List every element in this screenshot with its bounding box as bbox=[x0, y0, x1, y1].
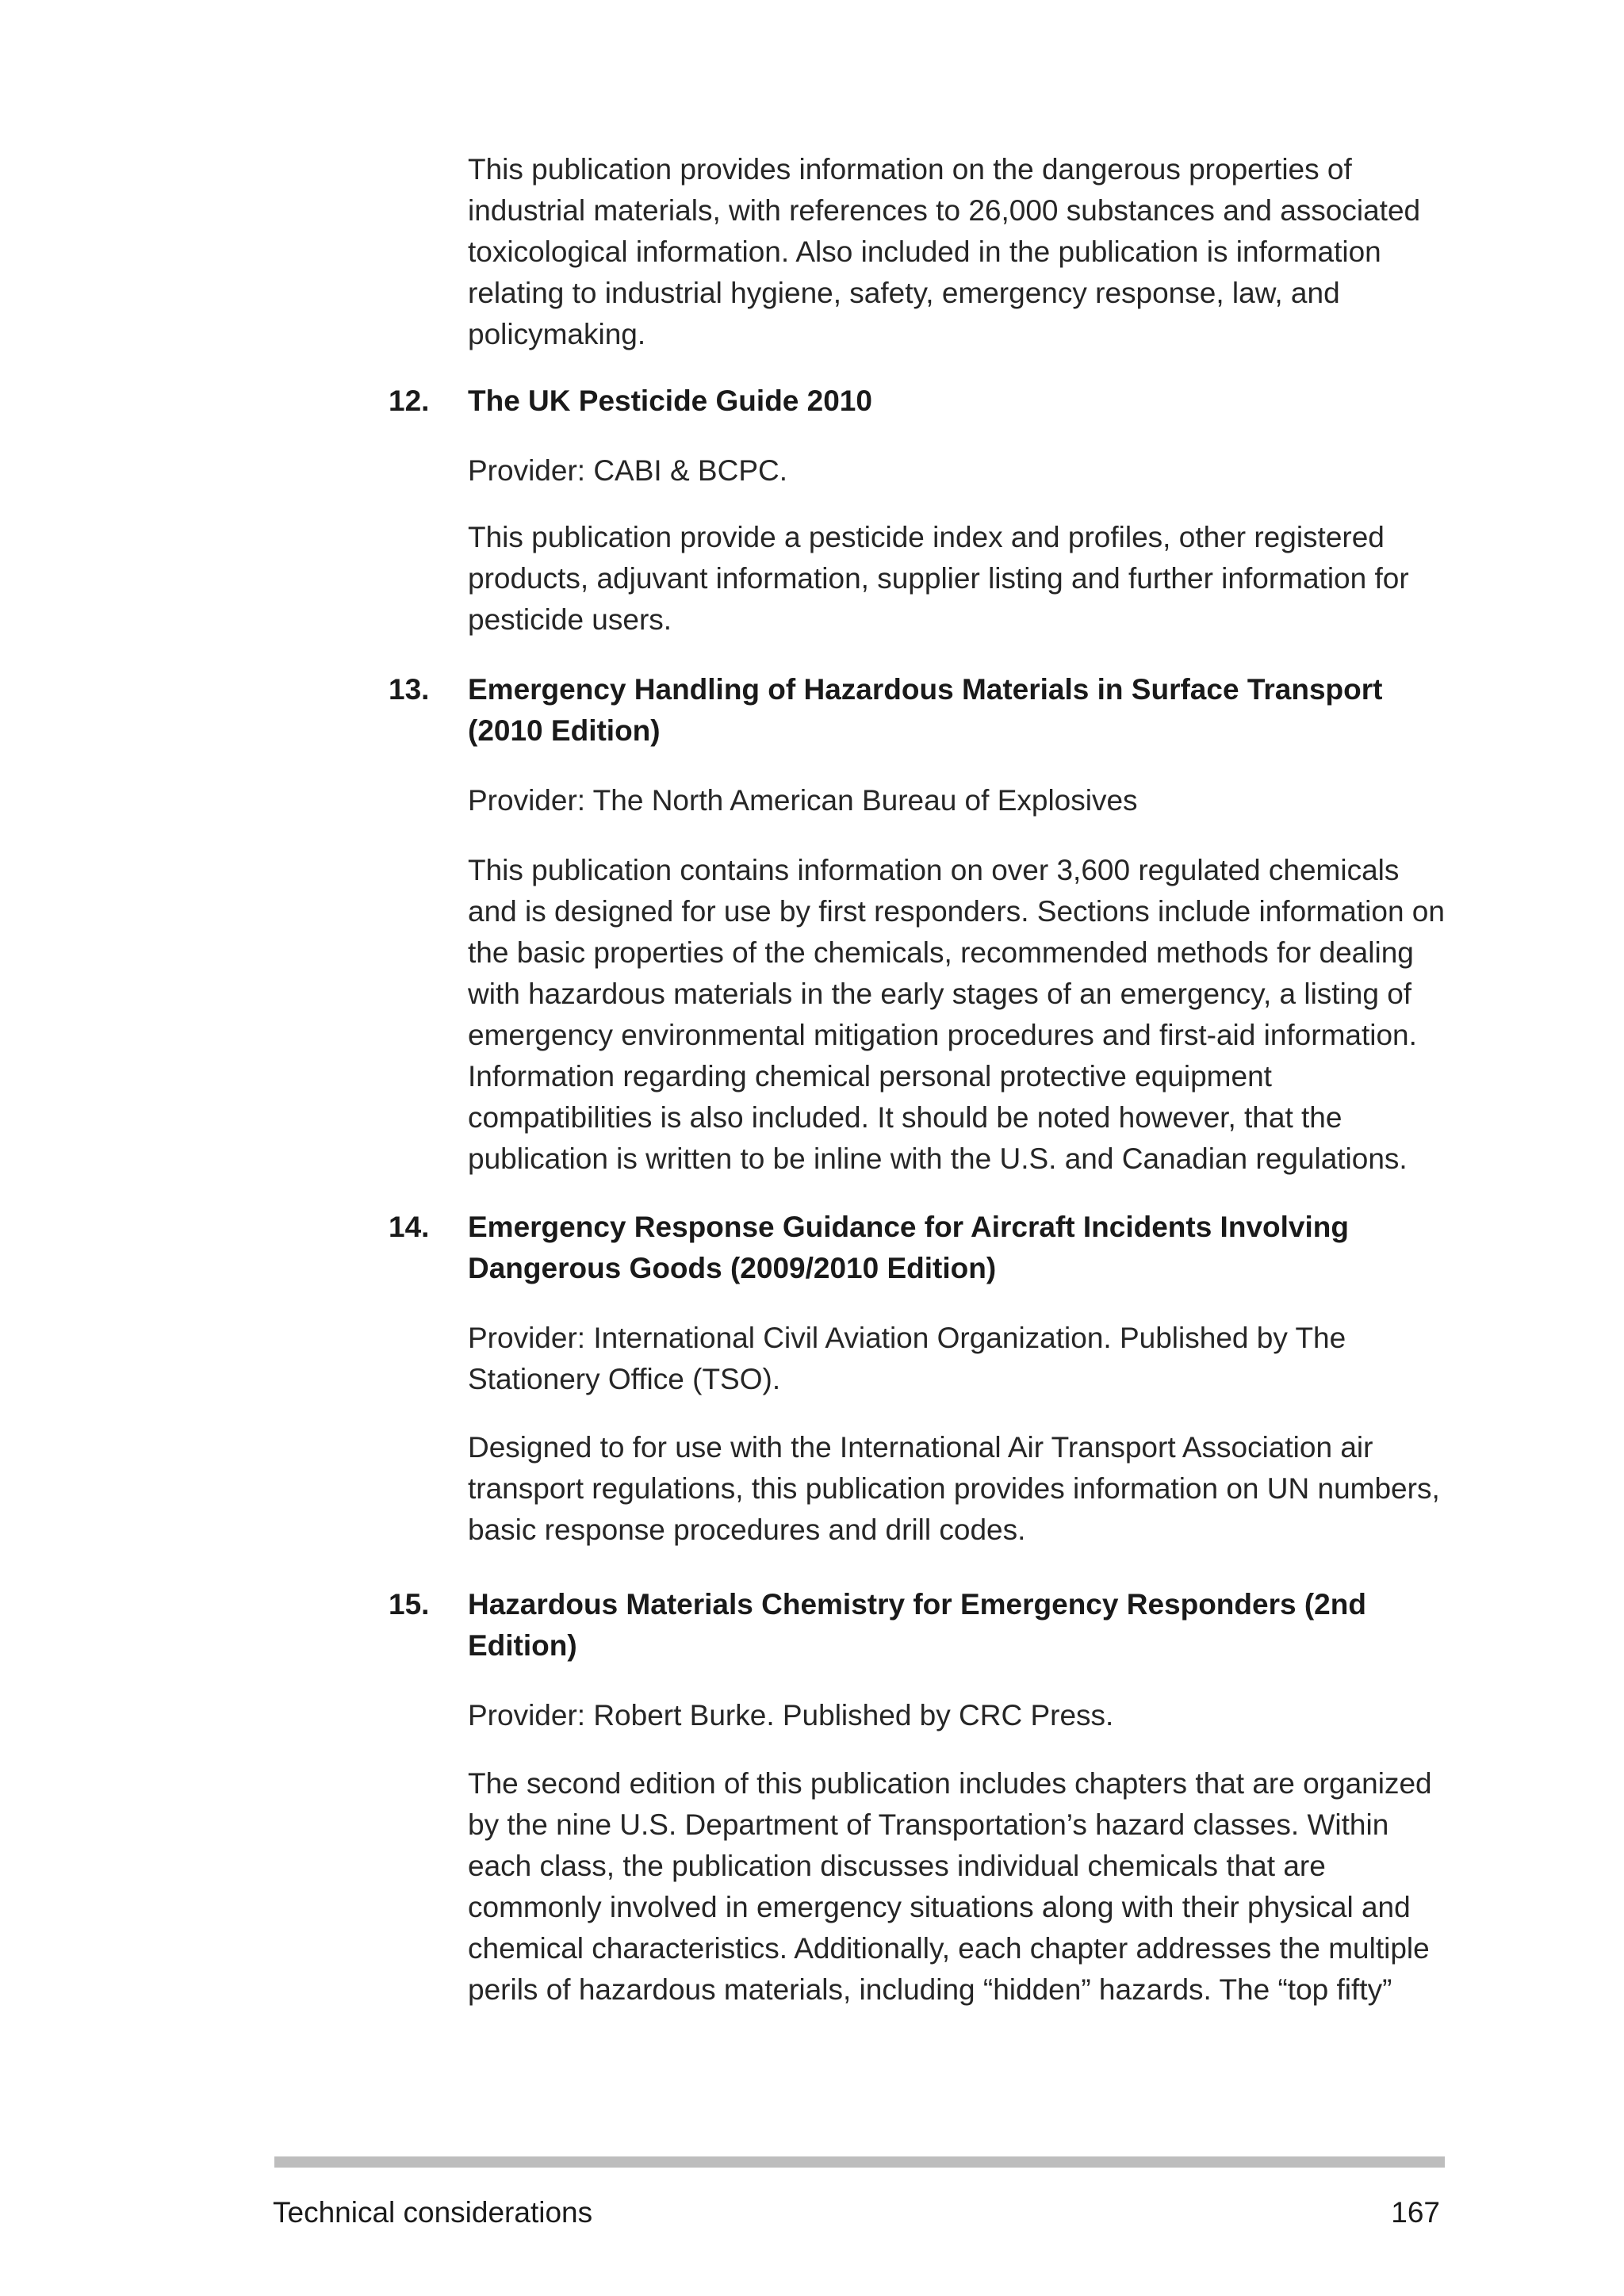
item-provider: Provider: CABI & BCPC. bbox=[468, 454, 788, 487]
page-number: 167 bbox=[1391, 2196, 1440, 2229]
item-title: Hazardous Materials Chemistry for Emergency Responders (2nd Edition) bbox=[468, 1588, 1366, 1662]
item-title: Emergency Handling of Hazardous Materials in Surface Transport (2010 Edition) bbox=[468, 673, 1383, 747]
item-number: 13. bbox=[389, 673, 430, 706]
item-description: Designed to for use with the International Air Transport Association air transport regulations, this publication provides information on UN numbers, basic response procedures and drill codes. bbox=[468, 1431, 1440, 1546]
item-number: 12. bbox=[389, 385, 430, 417]
item-description: This publication contains information on over 3,600 regulated chemicals and is designed for use by first responders. Sections include information on the basic properties of the chemicals, recommended methods for dealing with hazardous materials in the early stages of an emergency, a listing of emergency environmental mitigation procedures and first-aid information. Information regarding chemical personal protective equipment compatibilities is also included. It should be noted however, that the publication is written to be inline with the U.S. and Canadian regulations. bbox=[468, 854, 1445, 1175]
footer-divider bbox=[274, 2156, 1445, 2168]
item-title: Emergency Response Guidance for Aircraft Incidents Involving Dangerous Goods (2009/2010 Edition) bbox=[468, 1211, 1349, 1284]
intro-paragraph: This publication provides information on the dangerous properties of industrial materials, with references to 26,000 substances and associated toxicological information. Also included in the publication is information relating to industrial hygiene, safety, emergency response, law, and policymaking. bbox=[468, 153, 1421, 350]
item-provider: Provider: International Civil Aviation Organization. Published by The Stationery Office (TSO). bbox=[468, 1322, 1346, 1395]
item-number: 14. bbox=[389, 1211, 430, 1243]
item-description: This publication provide a pesticide index and profiles, other registered products, adjuvant information, supplier listing and further information for pesticide users. bbox=[468, 521, 1409, 636]
footer-section-title: Technical considerations bbox=[273, 2196, 593, 2229]
item-provider: Provider: Robert Burke. Published by CRC Press. bbox=[468, 1699, 1114, 1732]
item-provider: Provider: The North American Bureau of Explosives bbox=[468, 784, 1138, 817]
item-number: 15. bbox=[389, 1588, 430, 1621]
item-description: The second edition of this publication includes chapters that are organized by the nine U.S. Department of Transportation’s hazard classes. Within each class, the publication discusses individual chemicals that are commonly involved in emergency situations along with their physical and chemical characteristics. Additionally, each chapter addresses the multiple perils of hazardous materials, including “hidden” hazards. The “top fifty” bbox=[468, 1767, 1432, 2006]
item-title: The UK Pesticide Guide 2010 bbox=[468, 385, 872, 417]
